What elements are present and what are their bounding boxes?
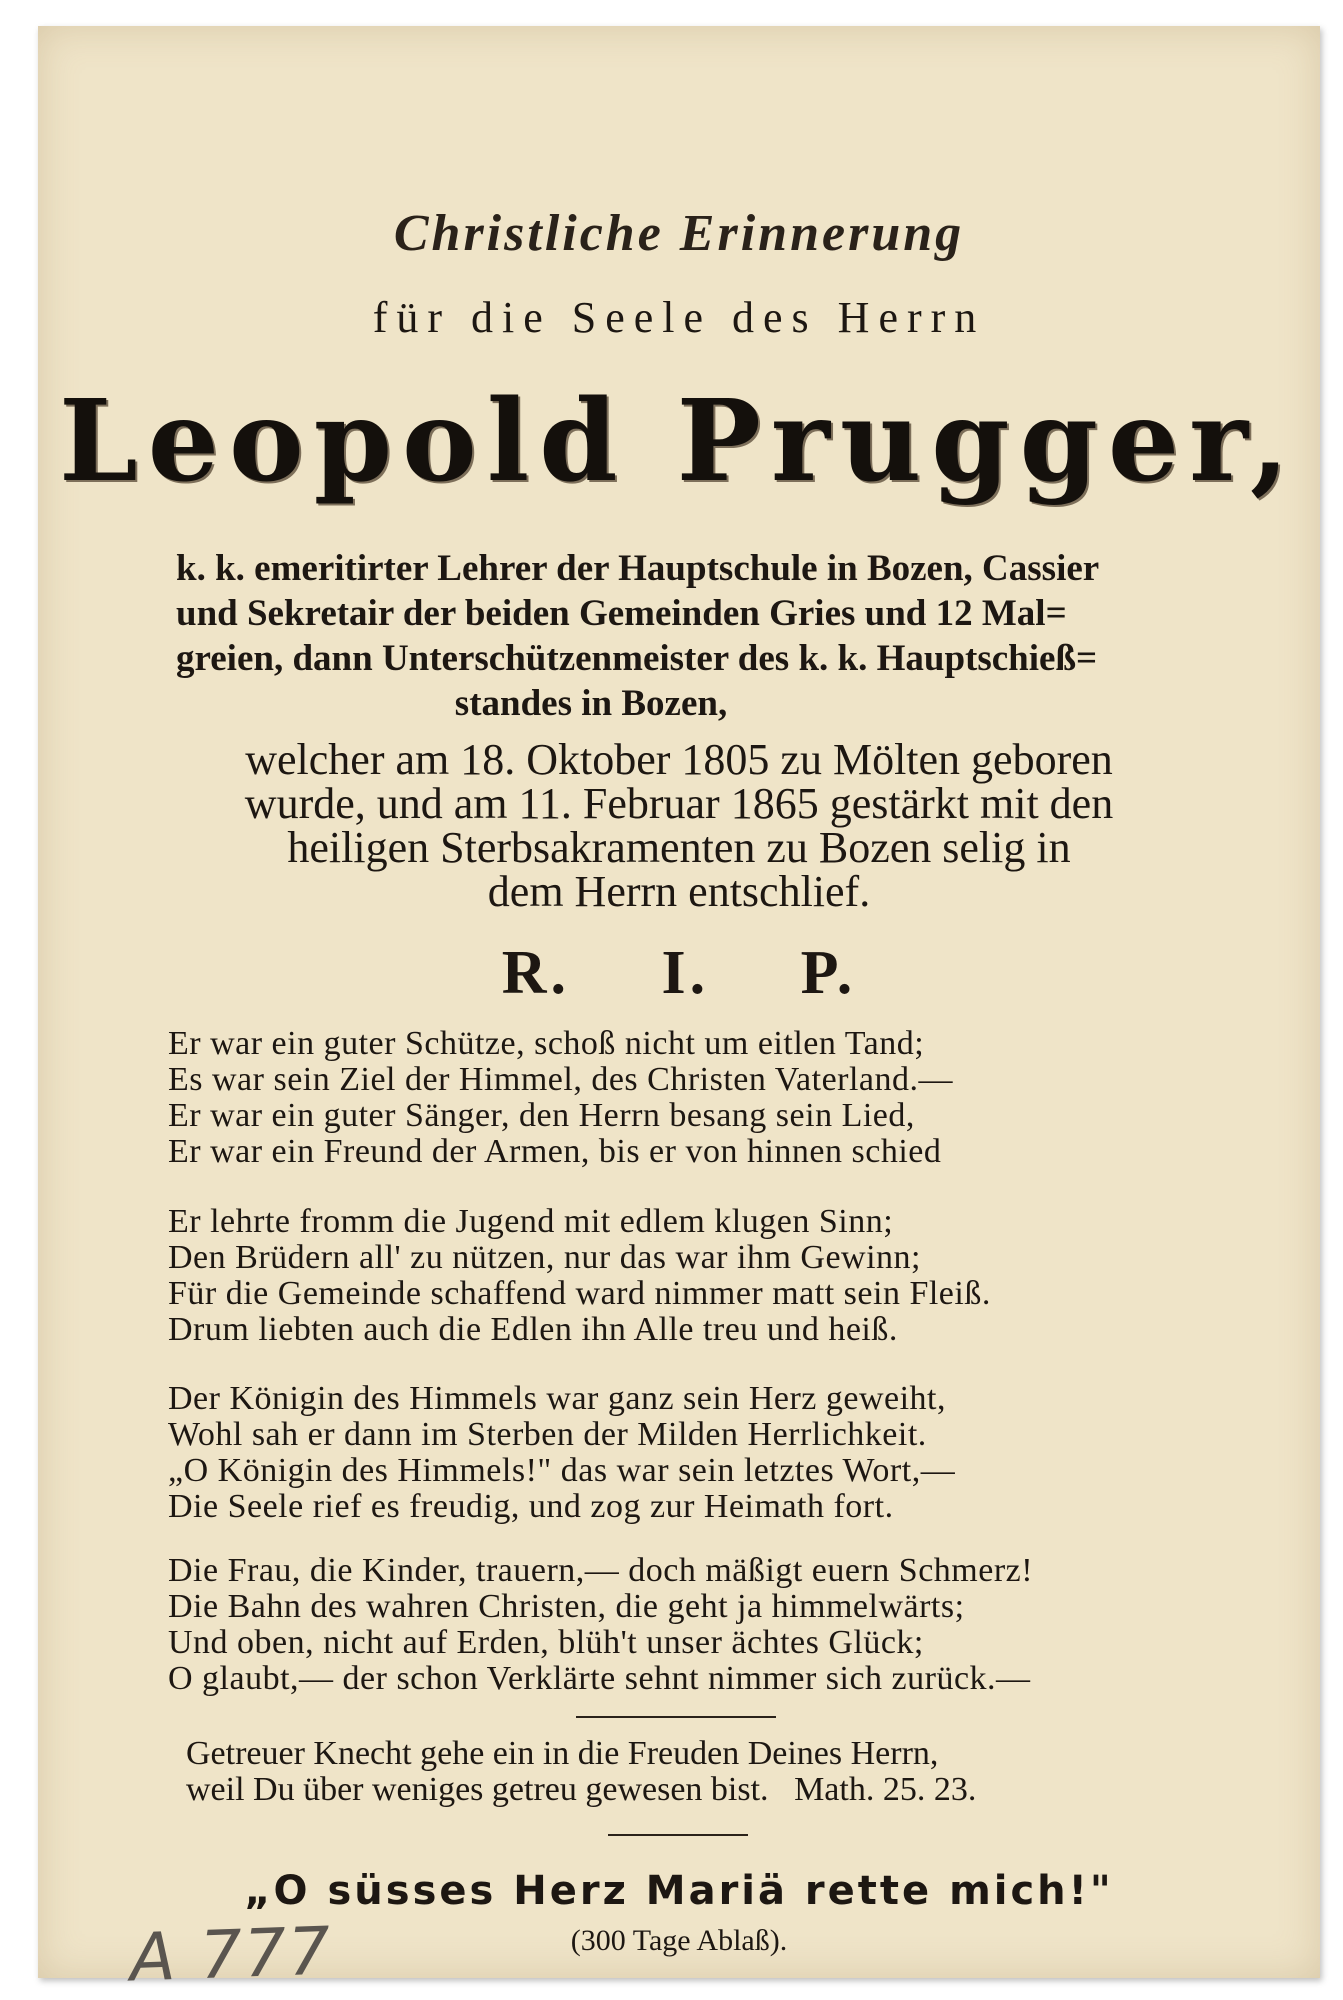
titles-line: greien, dann Unterschützenmeister des k. k. Hauptschieß= [176, 638, 1098, 679]
poem-line: Er war ein Freund der Armen, bis er von hinnen schied [168, 1133, 942, 1170]
rip-letter: I. [661, 939, 710, 1007]
quote-line: Getreuer Knecht gehe ein in die Freuden Deines Herrn, [186, 1735, 939, 1772]
titles-line: und Sekretair der beiden Gemeinden Gries und 12 Mal= [176, 593, 1067, 634]
divider-rule [608, 1834, 748, 1836]
rip-letter: P. [800, 939, 857, 1007]
card-title: Christliche Erinnerung [393, 205, 965, 262]
poem-line: Er lehrte fromm die Jugend mit edlem klugen Sinn; [168, 1203, 894, 1240]
scripture-reference: Math. 25. 23. [794, 1771, 977, 1808]
poem-line: Er war ein guter Sänger, den Herrn besang sein Lied, [168, 1097, 915, 1134]
poem-line: Den Brüdern all' zu nützen, nur das war ihm Gewinn; [168, 1239, 921, 1276]
poem-line: Die Frau, die Kinder, trauern,— doch mäßigt euern Schmerz! [168, 1552, 1034, 1589]
memorial-card [38, 26, 1320, 1997]
divider-rule [576, 1716, 776, 1718]
poem-stanza-2 [168, 1204, 1238, 1348]
rip-heading [38, 938, 1320, 1009]
poem-line: Die Bahn des wahren Christen, die geht ja himmelwärts; [168, 1588, 965, 1625]
closing-prayer: „O süsses Herz Mariä rette mich!" [244, 1868, 1114, 1914]
bio-line: dem Herrn entschlief. [487, 867, 871, 916]
poem-line: Drum liebten auch die Edlen ihn Alle treu und heiß. [168, 1311, 898, 1348]
poem-stanza-4 [168, 1553, 1238, 1697]
quote-line-text: weil Du über weniges getreu gewesen bist. [186, 1771, 769, 1808]
bio-line: welcher am 18. Oktober 1805 zu Mölten geboren [245, 735, 1113, 784]
bio-line: heiligen Sterbsakramenten zu Bozen selig in [287, 823, 1071, 872]
biography [38, 735, 1320, 916]
poem-line: Der Königin des Himmels war ganz sein Herz geweiht, [168, 1380, 946, 1417]
poem-stanza-3 [168, 1381, 1238, 1525]
poem-line: Wohl sah er dann im Sterben der Milden Herrlichkeit. [168, 1416, 927, 1453]
poem-line: O glaubt,— der schon Verklärte sehnt nimmer sich zurück.— [168, 1660, 1031, 1697]
card-subtitle: für die Seele des Herrn [372, 293, 986, 342]
poem-line: „O Königin des Himmels!" das war sein letztes Wort,— [168, 1452, 956, 1489]
poem-line: Für die Gemeinde schaffend ward nimmer matt sein Fleiß. [168, 1275, 991, 1312]
handwritten-catalog-number: A 777 [128, 1912, 334, 1997]
poem-line: Und oben, nicht auf Erden, blüh't unser ächtes Glück; [168, 1624, 924, 1661]
titles-line: k. k. emeritirter Lehrer der Hauptschule in Bozen, Cassier [176, 548, 1100, 589]
deceased-name: Leopold Prugger, [59, 376, 1299, 507]
poem-line: Die Seele rief es freudig, und zog zur Heimath fort. [168, 1488, 894, 1525]
bio-line: wurde, und am 11. Februar 1865 gestärkt mit den [244, 779, 1114, 828]
deceased-titles [176, 546, 1236, 726]
rip-letter: R. [501, 939, 570, 1007]
quote-line [186, 1772, 1226, 1808]
indulgence-note: (300 Tage Ablaß). [570, 1924, 788, 1957]
poem-line: Es war sein Ziel der Himmel, des Christen Vaterland.— [168, 1061, 954, 1098]
poem-line: Er war ein guter Schütze, schoß nicht um eitlen Tand; [168, 1025, 925, 1062]
scripture-quote [186, 1736, 1226, 1808]
poem-stanza-1 [168, 1026, 1238, 1170]
titles-line: standes in Bozen, [454, 683, 728, 724]
